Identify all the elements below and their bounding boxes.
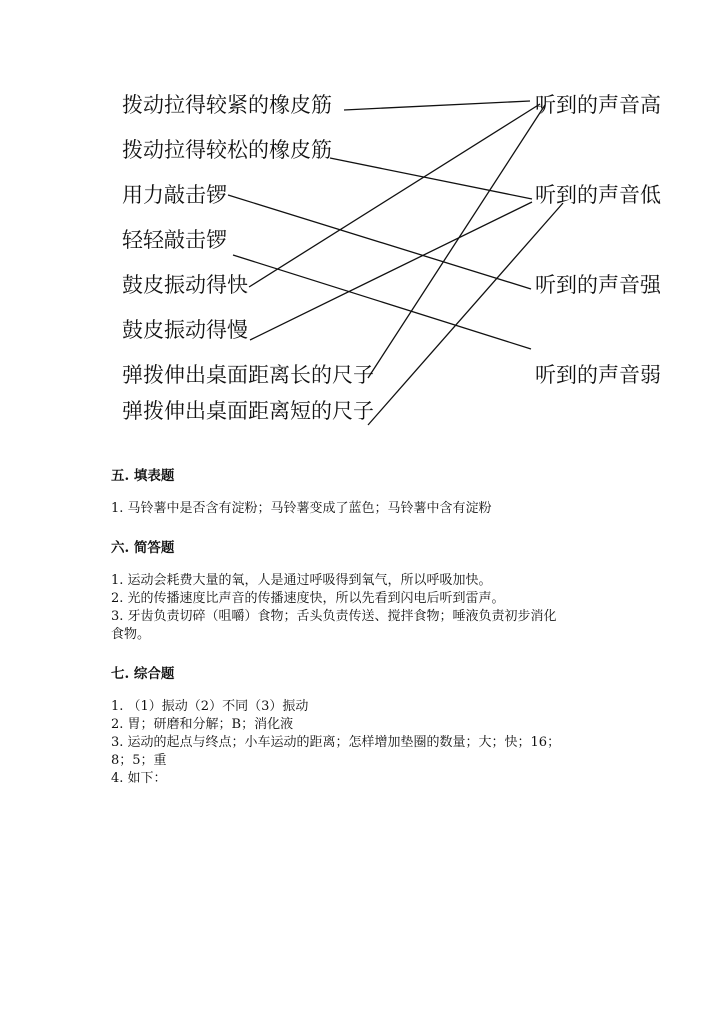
matching-diagram xyxy=(0,0,720,440)
match-line-rulerlong-to-high xyxy=(368,105,545,378)
answer-line: 3. 牙齿负责切碎（咀嚼）食物；舌头负责传送、搅拌食物；唾液负责初步消化 xyxy=(111,609,557,624)
left-item-ruler-long: 弹拨伸出桌面距离长的尺子 xyxy=(122,363,374,387)
answer-line: 食物。 xyxy=(111,627,151,642)
section-short-answer xyxy=(111,538,611,644)
answer-line: 3. 运动的起点与终点；小车运动的距离；怎样增加垫圈的数量；大；快；16； xyxy=(111,735,561,750)
right-item-high-pitch: 听到的声音高 xyxy=(535,93,661,117)
match-line-drumslow-to-low xyxy=(250,202,532,340)
right-item-low-pitch: 听到的声音低 xyxy=(535,183,661,207)
left-item-loose-rubber-band: 拨动拉得较松的橡皮筋 xyxy=(122,138,332,162)
left-item-drum-slow: 鼓皮振动得慢 xyxy=(122,318,248,342)
section-heading: 七. 综合题 xyxy=(111,666,175,682)
answer-line: 2. 胃；研磨和分解；B；消化液 xyxy=(111,717,294,732)
left-item-ruler-short: 弹拨伸出桌面距离短的尺子 xyxy=(122,399,374,423)
match-line-hard-to-loud xyxy=(228,195,531,289)
left-item-drum-fast: 鼓皮振动得快 xyxy=(122,273,248,297)
left-item-strike-gong-soft: 轻轻敲击锣 xyxy=(122,228,227,252)
match-line-rulershort-to-low xyxy=(368,203,563,425)
answer-line: 1. 运动会耗费大量的氧，人是通过呼吸得到氧气，所以呼吸加快。 xyxy=(111,573,492,588)
answer-line: 1. 马铃薯中是否含有淀粉；马铃薯变成了蓝色；马铃薯中含有淀粉 xyxy=(111,501,492,516)
match-line-drumfast-to-high xyxy=(249,104,540,287)
left-item-strike-gong-hard: 用力敲击锣 xyxy=(122,183,227,207)
answer-line: 1. （1）振动（2）不同（3）振动 xyxy=(111,699,309,714)
right-item-loud: 听到的声音强 xyxy=(535,273,661,297)
match-line-tight-to-high xyxy=(344,101,530,110)
right-item-soft: 听到的声音弱 xyxy=(535,363,661,387)
left-item-tight-rubber-band: 拨动拉得较紧的橡皮筋 xyxy=(122,93,332,117)
section-heading: 六. 简答题 xyxy=(111,540,175,556)
answer-line: 8；5；重 xyxy=(111,753,167,768)
match-line-loose-to-low xyxy=(330,158,532,199)
section-comprehensive xyxy=(111,664,611,788)
section-heading: 五. 填表题 xyxy=(111,468,175,484)
answer-line: 4. 如下： xyxy=(111,771,167,786)
answer-line: 2. 光的传播速度比声音的传播速度快，所以先看到闪电后听到雷声。 xyxy=(111,591,505,606)
section-fill-table xyxy=(111,466,611,518)
